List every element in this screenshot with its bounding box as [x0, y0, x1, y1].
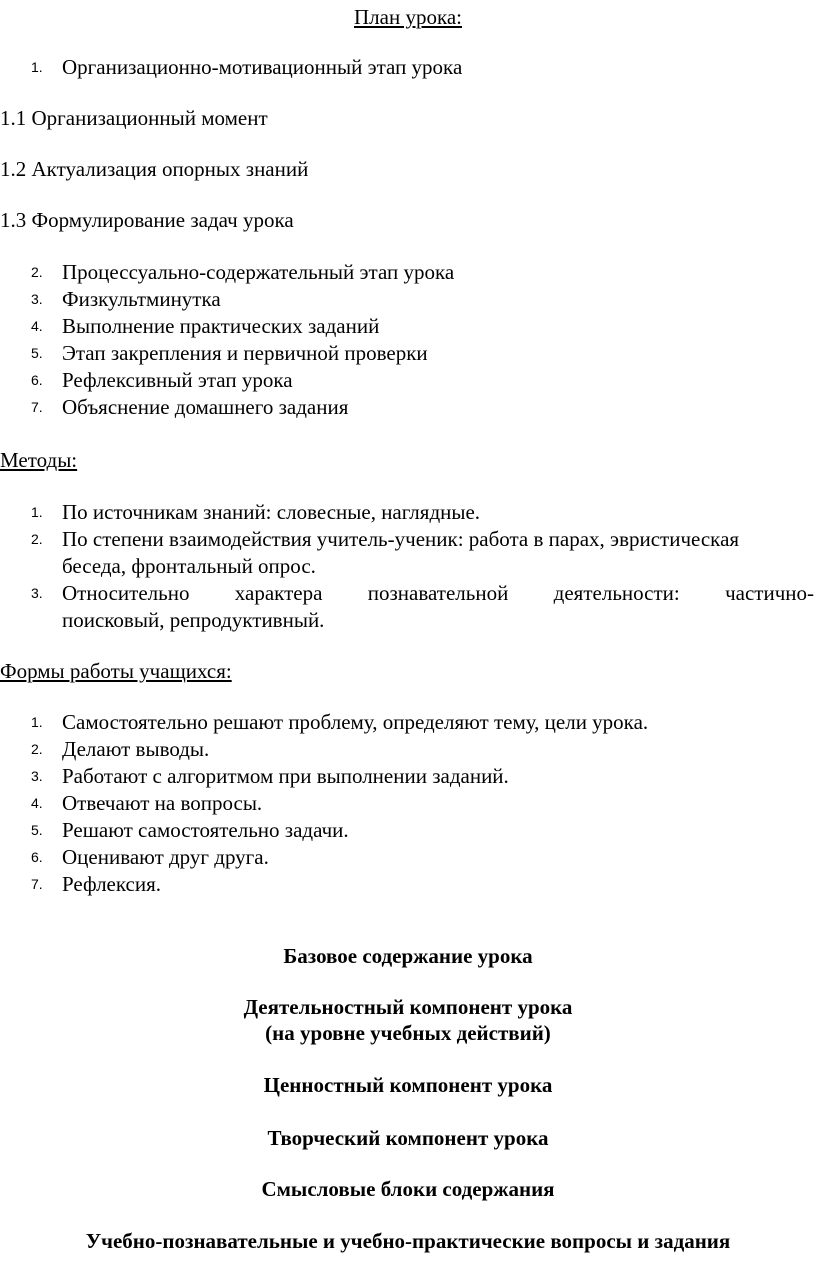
list-item [0, 709, 816, 735]
list-number: 1. [31, 714, 43, 730]
list-item [0, 394, 816, 420]
sub-item: 1.1 Организационный момент [0, 106, 268, 130]
list-item [0, 580, 816, 606]
methods-title: Методы: [0, 448, 78, 472]
list-item [0, 313, 816, 339]
list-text: Организационно-мотивационный этап урока [62, 55, 463, 79]
list-number: 6. [31, 372, 43, 388]
list-text: Процессуально-содержательный этап урока [62, 260, 455, 284]
list-item-continuation [0, 607, 816, 633]
list-text: Выполнение практических заданий [62, 314, 380, 338]
list-text: Решают самостоятельно задачи. [62, 818, 349, 842]
list-text: Работают с алгоритмом при выполнении заданий. [62, 764, 509, 788]
list-text: Этап закрепления и первичной проверки [62, 341, 428, 365]
list-text: Оценивают друг друга. [62, 845, 269, 869]
list-item [0, 54, 816, 80]
forms-title: Формы работы учащихся: [0, 659, 232, 683]
list-text: Относительно характера познавательной деятельности: частично- [62, 581, 814, 605]
list-item [0, 790, 816, 816]
list-number: 5. [31, 822, 43, 838]
list-text: По степени взаимодействия учитель-ученик: работа в парах, эвристическая [62, 527, 740, 551]
list-number: 2. [31, 264, 43, 280]
list-number: 2. [31, 741, 43, 757]
heading-basic-content: Базовое содержание урока [283, 944, 533, 968]
list-item [0, 340, 816, 366]
list-number: 5. [31, 345, 43, 361]
list-number: 2. [31, 531, 43, 547]
list-item [0, 286, 816, 312]
list-text: Самостоятельно решают проблему, определяют тему, цели урока. [62, 710, 649, 734]
heading-semantic-blocks: Смысловые блоки содержания [261, 1177, 555, 1201]
sub-item: 1.3 Формулирование задач урока [0, 208, 294, 232]
list-item-continuation [0, 553, 816, 579]
list-item [0, 526, 816, 552]
list-text: Рефлексивный этап урока [62, 368, 293, 392]
sub-item: 1.2 Актуализация опорных знаний [0, 157, 309, 181]
list-item [0, 817, 816, 843]
list-number: 3. [31, 585, 43, 601]
list-item [0, 763, 816, 789]
list-number: 6. [31, 849, 43, 865]
list-text: поисковый, репродуктивный. [62, 608, 325, 632]
lesson-plan-title: План урока: [354, 5, 462, 29]
list-number: 3. [31, 291, 43, 307]
list-number: 7. [31, 876, 43, 892]
list-number: 4. [31, 795, 43, 811]
list-number: 1. [31, 504, 43, 520]
list-text: Делают выводы. [62, 737, 210, 761]
list-number: 7. [31, 399, 43, 415]
list-number: 4. [31, 318, 43, 334]
list-item [0, 871, 816, 897]
list-item [0, 736, 816, 762]
list-number: 3. [31, 768, 43, 784]
heading-creative-component: Творческий компонент урока [267, 1126, 549, 1150]
heading-questions-tasks: Учебно-познавательные и учебно-практические вопросы и задания [85, 1229, 731, 1253]
list-item [0, 499, 816, 525]
list-item [0, 367, 816, 393]
list-text: По источникам знаний: словесные, наглядные. [62, 500, 481, 524]
list-text: Рефлексия. [62, 872, 162, 896]
list-item [0, 844, 816, 870]
list-text: Отвечают на вопросы. [62, 791, 263, 815]
heading-activity-subtitle: (на уровне учебных действий) [265, 1021, 551, 1045]
list-text: беседа, фронтальный опрос. [62, 554, 316, 578]
list-item [0, 259, 816, 285]
heading-activity-component: Деятельностный компонент урока [243, 995, 573, 1019]
list-text: Физкультминутка [62, 287, 221, 311]
list-number: 1. [31, 59, 43, 75]
list-text: Объяснение домашнего задания [62, 395, 349, 419]
heading-value-component: Ценностный компонент урока [263, 1073, 553, 1097]
